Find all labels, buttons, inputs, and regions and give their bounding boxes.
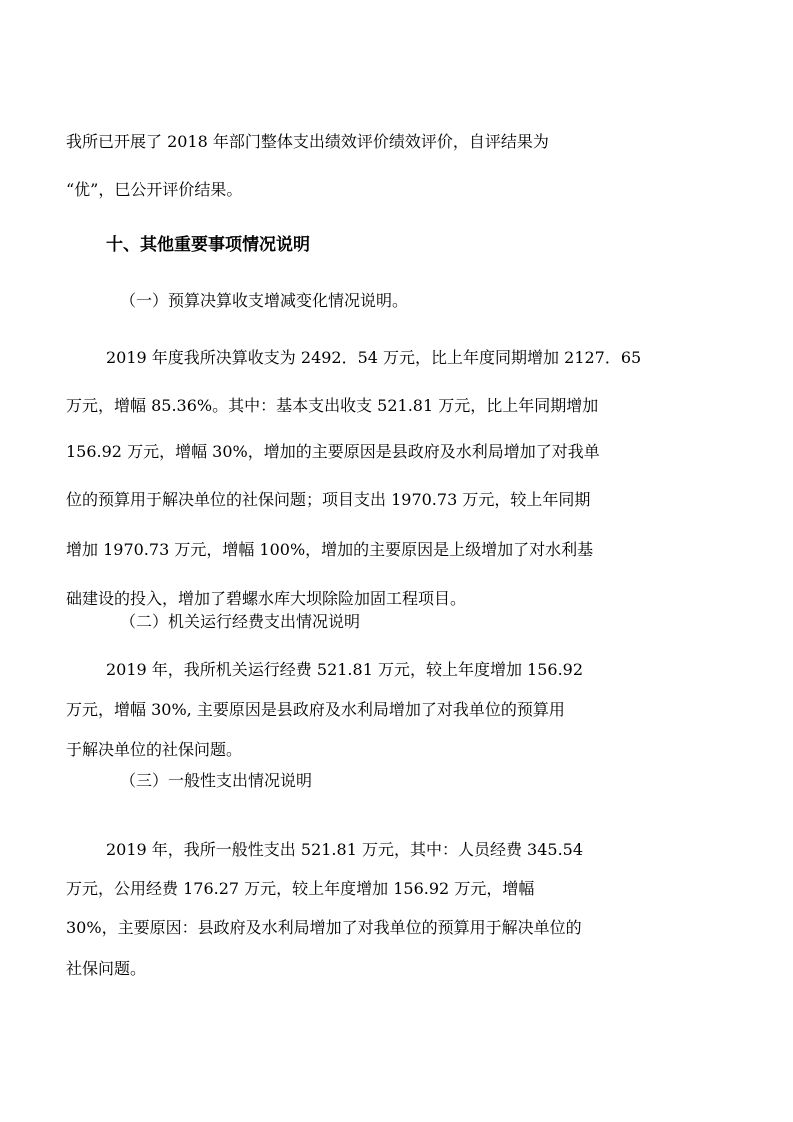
subsection-title: （三）一般性支出情况说明 (120, 771, 313, 790)
paragraph-line: 础建设的投入，增加了碧螺水库大坝除险加固工程项目。 (66, 589, 467, 608)
paragraph-line: 2019 年，我所机关运行经费 521.81 万元，较上年度增加 156.92 (106, 660, 584, 679)
paragraph-line: 我所已开展了 2018 年部门整体支出绩效评价绩效评价，自评结果为 (66, 132, 549, 151)
paragraph-line: 万元，公用经费 176.27 万元，较上年度增加 156.92 万元，增幅 (66, 879, 535, 898)
section-heading: 十、其他重要事项情况说明 (106, 235, 310, 255)
paragraph-line: 万元，增幅 30%, 主要原因是县政府及水利局增加了对我单位的预算用 (66, 700, 565, 719)
paragraph-line: 2019 年度我所决算收支为 2492．54 万元，比上年度同期增加 2127．65 (106, 348, 642, 367)
paragraph-line: 156.92 万元，增幅 30%，增加的主要原因是县政府及水利局增加了对我单 (66, 442, 600, 461)
paragraph-line: “优”，巳公开评价结果。 (66, 180, 243, 199)
paragraph-line: 2019 年，我所一般性支出 521.81 万元，其中：人员经费 345.54 (106, 840, 584, 859)
subsection-title: （一）预算决算收支增减变化情况说明。 (120, 291, 409, 310)
paragraph-line: 30%，主要原因：县政府及水利局增加了对我单位的预算用于解决单位的 (66, 918, 582, 937)
subsection-title: （二）机关运行经费支出情况说明 (120, 612, 361, 631)
paragraph-line: 社保问题。 (66, 959, 147, 978)
paragraph-line: 万元，增幅 85.36%。其中：基本支出收支 521.81 万元，比上年同期增加 (66, 396, 599, 415)
paragraph-line: 于解决单位的社保问题。 (66, 740, 243, 759)
paragraph-line: 增加 1970.73 万元，增幅 100%，增加的主要原因是上级增加了对水利基 (66, 540, 594, 559)
paragraph-line: 位的预算用于解决单位的社保问题；项目支出 1970.73 万元，较上年同期 (66, 490, 591, 509)
